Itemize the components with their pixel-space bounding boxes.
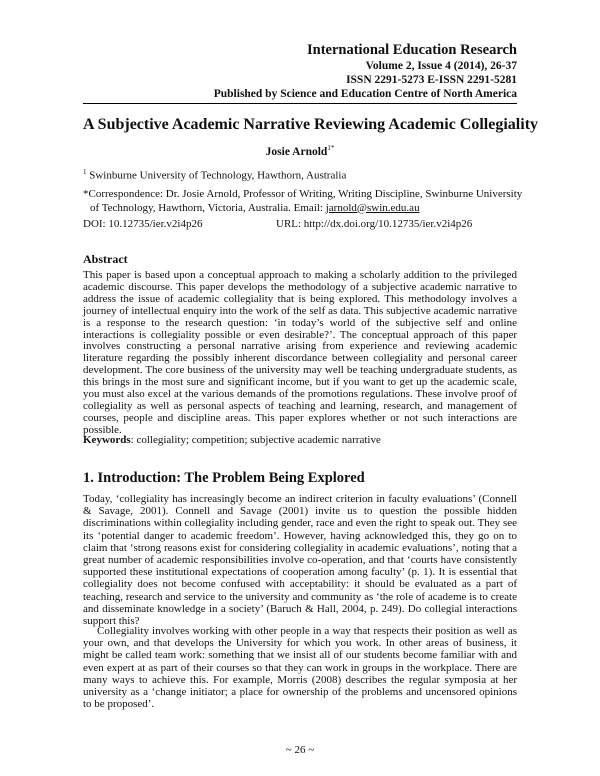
section-heading: 1. Introduction: The Problem Being Explored <box>83 470 365 486</box>
section-paragraph-1: Today, ‘collegiality has increasingly become an indirect criterion in faculty evaluations’ (Connell & Savage, 2001). Connell and Savage (2001) invite us to question the possible hidden discriminations within collegiality including gender, race and even the right to speak out. They see its ‘potential danger to academic freedom’. However, having acknowledged this, they go on to claim that ‘strong reasons exist for considering collegiality in academic evaluations’, noting that a great number of academic responsibilities involve co-operation, and that ‘courts have consistently supported these institutional expectations of cooperation among faculty’ (p. 1). It is essential that collegiality does not become confused with acceptability: it should be evaluated as a part of teaching, research and service to the university and community as ‘the role of academe is to create and disseminate knowledge in a society’ (Baruch & Hall, 2004, p. 249). Do collegial interactions support this? <box>83 493 517 628</box>
affiliation-superscript: 1 <box>83 168 87 176</box>
author-superscript: 1* <box>327 144 335 152</box>
header-rule <box>83 103 517 104</box>
author-name: Josie Arnold <box>265 145 328 158</box>
journal-issn: ISSN 2291-5273 E-ISSN 2291-5281 <box>346 74 517 86</box>
article-title: A Subjective Academic Narrative Reviewing Academic Collegiality <box>83 116 539 133</box>
page-number: ~ 26 ~ <box>285 744 315 756</box>
correspondence <box>83 188 524 215</box>
email-link[interactable]: jarnold@swin.edu.au <box>325 201 420 214</box>
journal-volume: Volume 2, Issue 4 (2014), 26-37 <box>365 60 517 72</box>
abstract-heading: Abstract <box>83 252 128 266</box>
affiliation <box>83 166 523 183</box>
journal-publisher: Published by Science and Education Centre of North America <box>213 88 517 100</box>
section-paragraph-2: Collegiality involves working with other people in a way that respects their position as well as your own, and that develops the University for which you work. In other areas of business, it might be called team work: something that we insist all of our students become familiar with and even expert at as part of their courses so that they can work in groups in the workplace. There are many ways to achieve this. For example, Morris (2008) describes the regular symposia at her university as a ‘change initiator; a place for ownership of the problems and uncensored opinions to be proposed’. <box>83 625 517 711</box>
correspondence-text: *Correspondence: Dr. Josie Arnold, Professor of Writing, Writing Discipline, Swinburne University of Technology, Hawthorn, Victoria, Australia. Email: <box>83 188 523 214</box>
keywords <box>83 434 517 446</box>
journal-name: International Education Research <box>307 42 517 58</box>
abstract-body: This paper is based upon a conceptual approach to making a scholarly addition to the privileged academic discourse. This paper develops the methodology of a subjective academic narrative to address the issue of academic collegiality that is being explored. This methodology involves a journey of intellectual enquiry into the work of the self as data. This subjective academic narrative is a response to the research question: ‘in today’s world of the subjective self and online interactions is collegiality possible or even desirable?’. The conceptual approach of this paper involves constructing a personal narrative arising from experience and reviewing academic literature regarding the possibly inherent discordance between collegiality and personal career development. The core business of the university may well be teaching undergraduate students, as this brings in the most sure and significant income, but if you want to get up the academic scale, you must also excel at the various demands of the promotions regulations. These involve proof of collegiality as well as personal aspects of teaching and learning, research, and management of courses, people and discipline areas. This paper explores whether or not such interactions are possible. <box>83 269 517 436</box>
affiliation-text: Swinburne University of Technology, Hawthorn, Australia <box>89 169 347 182</box>
article-author <box>83 144 517 158</box>
doi-url[interactable]: URL: http://dx.doi.org/10.12735/ier.v2i4p26 <box>276 218 473 230</box>
doi: DOI: 10.12735/ier.v2i4p26 <box>83 218 203 230</box>
keywords-label: Keywords <box>83 434 131 446</box>
keywords-list: : collegiality; competition; subjective academic narrative <box>130 434 381 446</box>
